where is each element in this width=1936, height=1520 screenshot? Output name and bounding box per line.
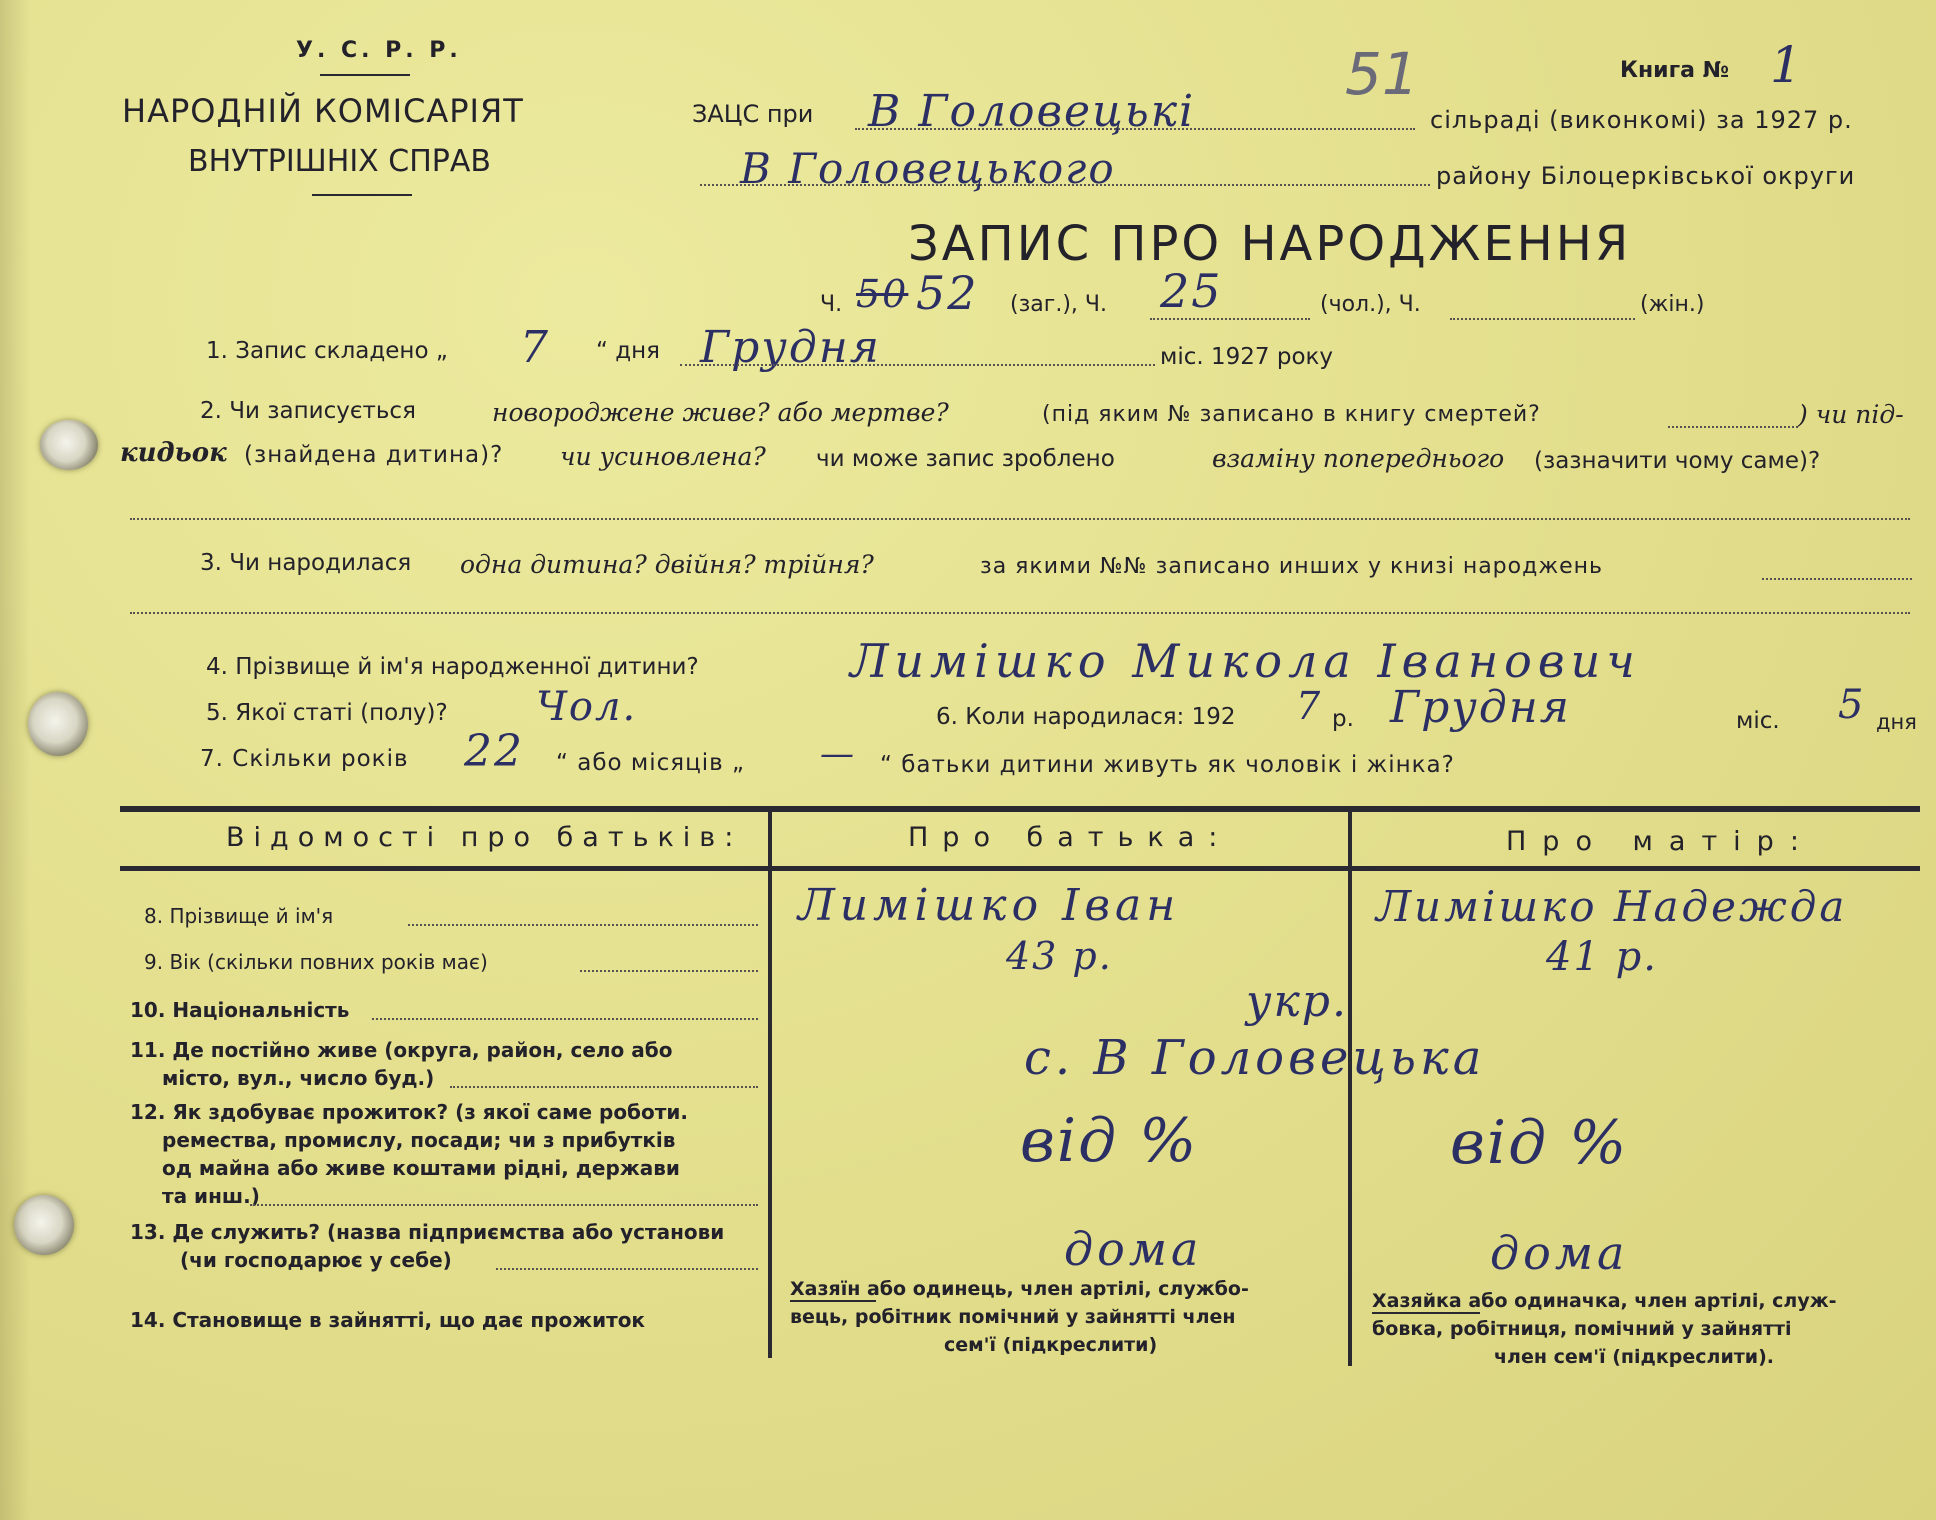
row10-shared: укр.	[1246, 976, 1348, 1027]
field7-tail: “ батьки дитини живуть як чоловік і жінка?	[880, 752, 1455, 778]
row12-label-line2: ремества, промислу, посади; чи з прибутків	[162, 1128, 676, 1152]
row9-label: 9. Вік (скільки повних років має)	[144, 950, 488, 974]
row11-dots	[450, 1086, 758, 1088]
commissariat-line2: ВНУТРІШНІХ СПРАВ	[188, 144, 491, 179]
row13-label-line2: (чи господарює у себе)	[180, 1248, 452, 1272]
row14-mother-line1: Хазяйка або одиначка, член артілі, служ-	[1372, 1290, 1837, 1312]
field1-mid: “ дня	[596, 338, 661, 364]
field2-line2e: взаміну попереднього	[1212, 444, 1505, 473]
row12-label-line1: 12. Як здобуває прожиток? (з якої саме роботи.	[130, 1100, 688, 1124]
row12-label-line4: та инш.)	[162, 1184, 260, 1208]
field2-q3: ) чи під-	[1798, 400, 1904, 429]
field3-lead: 3. Чи народилася	[200, 550, 412, 576]
field6-mis: міс.	[1736, 708, 1780, 734]
row9-mother: 41 р.	[1546, 934, 1658, 980]
left-edge-shadow	[0, 0, 30, 1520]
num-male: 25	[1160, 264, 1223, 318]
row14-father-line2: вець, робітник помічний у зайнятті член	[790, 1306, 1236, 1328]
field2-line2b: (знайдена дитина)?	[244, 442, 504, 468]
row14-mother-line3: член сем'ї (підкреслити).	[1494, 1346, 1774, 1368]
field4-label: 4. Прізвище й ім'я народженної дитини?	[206, 654, 699, 680]
row11-label-line1: 11. Де постійно живе (округа, район, село або	[130, 1038, 673, 1062]
field2-q1: новороджене живе? або мертве?	[492, 398, 949, 427]
row14-father-line3: сем'ї (підкреслити)	[944, 1334, 1158, 1356]
commissariat-underline	[312, 194, 412, 196]
punch-hole-1	[40, 420, 98, 470]
district-dots	[700, 184, 1430, 186]
num-total-label: (заг.), Ч.	[1010, 292, 1107, 317]
num-male-dots	[1150, 318, 1310, 320]
field7-label: 7. Скільки років	[200, 746, 409, 772]
row13-father: дома	[1064, 1222, 1203, 1276]
field1-month: Грудня	[700, 322, 881, 373]
registry-suffix: сільраді (виконкомі) за 1927 р.	[1430, 106, 1853, 134]
row9-dots	[580, 970, 758, 972]
registry-name: В Головецькі	[868, 86, 1196, 137]
punch-hole-2	[28, 692, 88, 756]
field4-value: Лимішко Микола Іванович	[850, 634, 1641, 688]
field5-label: 5. Якої статі (полу)?	[206, 700, 448, 726]
field2-line2a: кидьок	[120, 438, 227, 468]
field7-mid: “ або місяців „	[556, 750, 745, 776]
field3-ital: одна дитина? двійня? трійня?	[460, 550, 874, 579]
field6-year: 7	[1296, 684, 1323, 728]
field2-line2d: чи може запис зроблено	[816, 446, 1115, 472]
registry-prefix: ЗАЦС при	[692, 100, 814, 128]
book-number: 1	[1770, 36, 1804, 94]
row14-father-line1: Хазяїн або одинець, член артілі, службо-	[790, 1278, 1249, 1300]
commissariat-line1: НАРОДНІЙ КОМІСАРІЯТ	[122, 92, 524, 130]
ussr-underline	[320, 74, 410, 76]
field1-dots	[680, 364, 1155, 366]
row8-dots	[408, 924, 758, 926]
row13-dots	[496, 1268, 758, 1270]
field5-value: Чол.	[536, 684, 638, 730]
column-header-father: Про батька:	[908, 822, 1232, 853]
num-female-label: (жін.)	[1640, 292, 1705, 317]
field3-tail: за якими №№ записано инших у книзі народжень	[980, 554, 1604, 579]
table-top-rule	[120, 806, 1920, 812]
document-title: ЗАПИС ПРО НАРОДЖЕННЯ	[908, 216, 1632, 272]
field6-label: 6. Коли народилася: 192	[936, 704, 1236, 730]
field6-mid: р.	[1332, 706, 1354, 732]
field3-dots	[1762, 578, 1912, 580]
field2-lead: 2. Чи записується	[200, 398, 416, 424]
row13-label-line1: 13. Де служить? (назва підприємства або установи	[130, 1220, 725, 1244]
field7-months: —	[820, 734, 856, 774]
field6-month: Грудня	[1390, 682, 1571, 733]
column-header-info: Відомості про батьків:	[226, 822, 743, 853]
book-label: Книга №	[1620, 58, 1730, 83]
field6-tail: дня	[1876, 710, 1917, 734]
row14-label: 14. Становище в зайнятті, що дає прожиток	[130, 1308, 646, 1332]
registry-dots	[855, 128, 1415, 130]
row11-label-line2: місто, вул., число буд.)	[162, 1066, 435, 1090]
field2-line2c: чи усиновлена?	[560, 442, 766, 471]
field2-line2f: (зазначити чому саме)?	[1534, 448, 1821, 474]
num-female-dots	[1450, 318, 1635, 320]
ussr-label: У. С. Р. Р.	[296, 38, 462, 63]
row14-father-underline	[790, 1300, 876, 1302]
row8-label: 8. Прізвище й ім'я	[144, 904, 334, 928]
row13-mother: дома	[1490, 1226, 1629, 1280]
table-divider-2	[1348, 806, 1352, 1366]
archive-number: 51	[1345, 40, 1419, 108]
row10-label: 10. Національність	[130, 998, 350, 1022]
row14-mother-line2: бовка, робітниця, помічний у зайнятті	[1372, 1318, 1792, 1340]
row12-father: від %	[1020, 1106, 1199, 1176]
field6-day: 5	[1838, 682, 1866, 728]
row11-shared: с. В Головецька	[1024, 1030, 1486, 1086]
field2-dots	[1668, 426, 1798, 428]
field3-blank-line	[130, 612, 1910, 614]
field1-label: 1. Запис складено „	[206, 338, 448, 364]
row12-mother: від %	[1450, 1108, 1629, 1178]
district-name: В Головецького	[740, 144, 1116, 193]
row8-father: Лимішко Іван	[798, 880, 1181, 931]
table-divider-1	[768, 806, 772, 1358]
row8-mother: Лимішко Надежда	[1376, 882, 1848, 931]
row12-dots	[250, 1204, 758, 1206]
row12-label-line3: од майна або живе коштами рідні, держави	[162, 1156, 680, 1180]
row14-mother-underline	[1372, 1312, 1480, 1314]
num-prefix: Ч.	[820, 292, 843, 317]
field2-blank-line	[130, 518, 1910, 520]
field1-tail: міс. 1927 року	[1160, 344, 1334, 370]
num-total: 52	[916, 266, 979, 320]
row10-dots	[372, 1018, 758, 1020]
field7-value: 22	[464, 726, 524, 777]
field1-day: 7	[520, 322, 550, 373]
column-header-mother: Про матір:	[1506, 826, 1815, 857]
field2-q2: (під яким № записано в книгу смертей?	[1042, 402, 1541, 427]
row9-father: 43 р.	[1006, 934, 1113, 978]
district-suffix: району Білоцерківської округи	[1436, 162, 1856, 190]
num-total-struck: 50	[856, 272, 909, 316]
table-header-rule	[120, 866, 1920, 871]
num-male-label: (чол.), Ч.	[1320, 292, 1421, 317]
